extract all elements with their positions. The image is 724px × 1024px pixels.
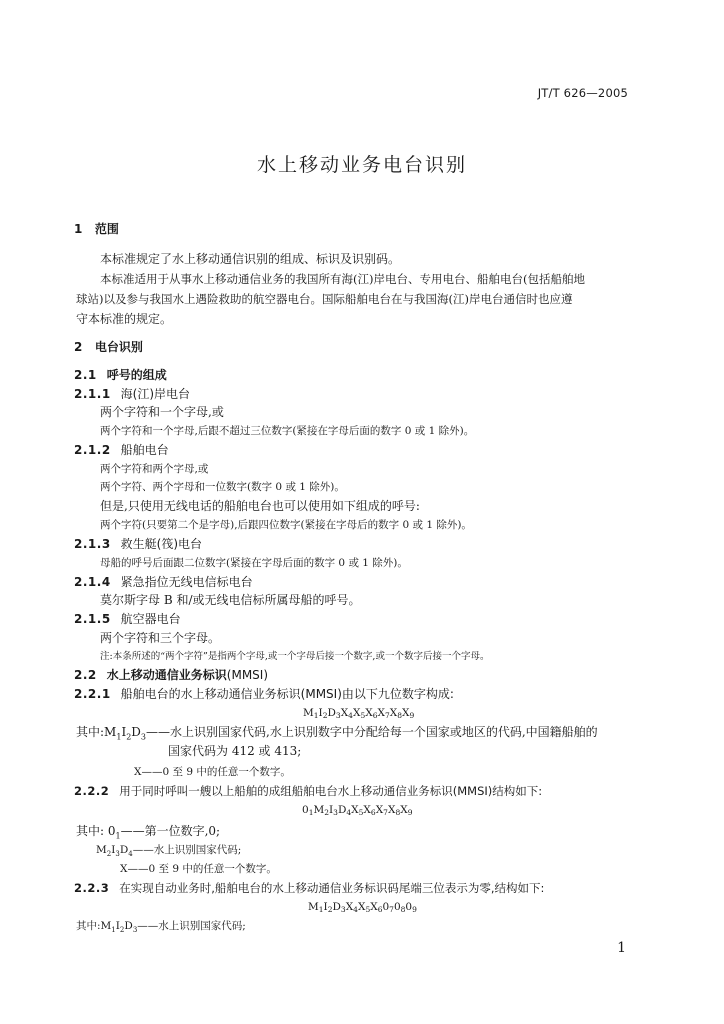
- where-text: ——第一位数字,0;: [120, 824, 221, 838]
- list-item: 母船的呼号后面跟二位数字(紧接在字母后面的数字 0 或 1 除外)。: [100, 557, 408, 569]
- auto-mmsi-formula: $M_1I_2D_3X_4X_5X_60_70_80_9$: [308, 901, 417, 914]
- section-text: 用于同时呼叫一艘以上船舶的成组船舶电台水上移动通信业务标识(MMSI)结构如下:: [119, 784, 543, 798]
- section-title: 船舶电台: [120, 443, 169, 457]
- section-text: 在实现自动业务时,船舶电台的水上移动通信业务标识码尾端三位表示为零,结构如下:: [119, 881, 545, 895]
- section-number: 2.2.3: [74, 881, 110, 895]
- section-number: 2.2.1: [74, 687, 111, 701]
- section-title: 海(江)岸电台: [120, 387, 191, 401]
- section-2-1-4-heading: [74, 573, 253, 591]
- list-item: 两个字符和三个字母。: [100, 631, 221, 645]
- list-item: 两个字符和一个字母,后跟不超过三位数字(紧接在字母后面的数字 0 或 1 除外)。: [100, 425, 475, 437]
- section-text: 船舶电台的水上移动通信业务标识(MMSI)由以下九位数字构成:: [120, 687, 454, 701]
- note: 注:本条所述的“两个字符”是指两个字母,或一个字母后接一个数字,或一个数字后接一个字母。: [100, 651, 490, 662]
- section-title: 航空器电台: [120, 612, 181, 626]
- section-title: 紧急指位无线电信标电台: [120, 575, 253, 589]
- section-2-2-3: [74, 879, 544, 897]
- list-item: 两个字符、两个字母和一位数字(数字 0 或 1 除外)。: [100, 481, 345, 493]
- list-item: 两个字符和一个字母,或: [100, 405, 224, 419]
- section-number: 1: [74, 222, 83, 236]
- section-title: 范围: [94, 222, 119, 236]
- where-text: I: [115, 920, 120, 932]
- section-2-1-heading: [74, 366, 167, 384]
- section-number: 2.1.2: [74, 443, 111, 457]
- section-title: 水上移动通信业务标识: [106, 668, 227, 682]
- mmsi-formula: $M_1I_2D_3X_4X_5X_6X_7X_8X_9$: [303, 707, 415, 720]
- where-text: 其中: 0: [76, 824, 116, 838]
- where-clause: 其中$:M_1I_2D_3——$水上识别国家代码,水上识别数字中分配给每一个国家或地区的代码,中国籍船舶的: [76, 725, 598, 742]
- section-number: 2.1.5: [74, 612, 111, 626]
- section-number: 2: [74, 340, 83, 354]
- section-2-1-3-heading: [74, 535, 202, 553]
- page-number: 1: [617, 940, 626, 956]
- where-clause: X——0 至 9 中的任意一个数字。: [134, 766, 291, 778]
- paragraph: 守本标准的规定。: [76, 312, 173, 326]
- where-text: ——水上识别国家代码,水上识别数字中分配给每一个国家或地区的代码,中国籍船舶的: [146, 725, 598, 739]
- where-text: ——水上识别国家代码;: [137, 920, 246, 932]
- section-number: 2.1.3: [74, 537, 111, 551]
- where-clause: 国家代码为 412 或 413;: [168, 744, 302, 758]
- section-1-heading: [74, 220, 119, 238]
- list-item: 两个字符和两个字母,或: [100, 463, 209, 475]
- where-clause: $M_2I_3D_4——$水上识别国家代码;: [96, 844, 242, 859]
- section-title-suffix: (MMSI): [226, 668, 269, 682]
- section-2-2-2: [74, 782, 542, 800]
- section-title: 救生艇(筏)电台: [120, 537, 203, 551]
- section-title: 呼号的组成: [106, 368, 167, 382]
- where-text: ——水上识别国家代码;: [132, 844, 242, 856]
- section-number: 2.1.4: [74, 575, 111, 589]
- where-text: 其中:M: [76, 725, 117, 739]
- paragraph: 本标准规定了水上移动通信识别的组成、标识及识别码。: [100, 252, 401, 266]
- paragraph: 本标准适用于从事水上移动通信业务的我国所有海(江)岸电台、专用电台、船舶电台(包括船舶地: [100, 272, 585, 286]
- where-text: D: [119, 844, 129, 856]
- section-2-1-2-heading: [74, 441, 169, 459]
- section-2-2-1: [74, 685, 454, 703]
- list-item: 两个字符(只要第二个是字母),后跟四位数字(紧接在字母后的数字 0 或 1 除外)。: [100, 519, 472, 531]
- paragraph: 球站)以及参与我国水上遇险救助的航空器电台。国际船舶电台在与我国海(江)岸电台通信时也应遵: [76, 292, 573, 306]
- where-text: D: [131, 725, 141, 739]
- section-title: 电台识别: [94, 340, 143, 354]
- section-number: 2.1.1: [74, 387, 111, 401]
- section-2-heading: [74, 338, 143, 356]
- where-text: I: [111, 844, 116, 856]
- where-clause: 其中: $0_1——$第一位数字,0;: [76, 824, 221, 841]
- document-title: 水上移动业务电台识别: [256, 154, 467, 176]
- where-clause: X——0 至 9 中的任意一个数字。: [120, 863, 277, 875]
- standard-number: JT/T 626—2005: [537, 86, 628, 100]
- section-2-1-1-heading: [74, 385, 190, 403]
- section-2-2-heading: [74, 666, 268, 684]
- section-number: 2.1: [74, 368, 97, 382]
- list-item: 莫尔斯字母 B 和/或无线电信标所属母船的呼号。: [100, 593, 361, 607]
- list-item: 但是,只使用无线电话的船舶电台也可以使用如下组成的呼号:: [100, 499, 420, 513]
- where-clause: 其中$:M_1I_2D_3——$水上识别国家代码;: [76, 920, 246, 935]
- group-mmsi-formula: $0_1M_2I_3D_4X_5X_6X_7X_8X_9$: [302, 804, 413, 817]
- section-2-1-5-heading: [74, 610, 181, 628]
- where-text: 其中:M: [76, 920, 112, 932]
- section-number: 2.2.2: [74, 784, 110, 798]
- where-text: I: [121, 725, 127, 739]
- section-number: 2.2: [74, 668, 97, 682]
- where-text: D: [124, 920, 133, 932]
- where-text: M: [96, 844, 107, 856]
